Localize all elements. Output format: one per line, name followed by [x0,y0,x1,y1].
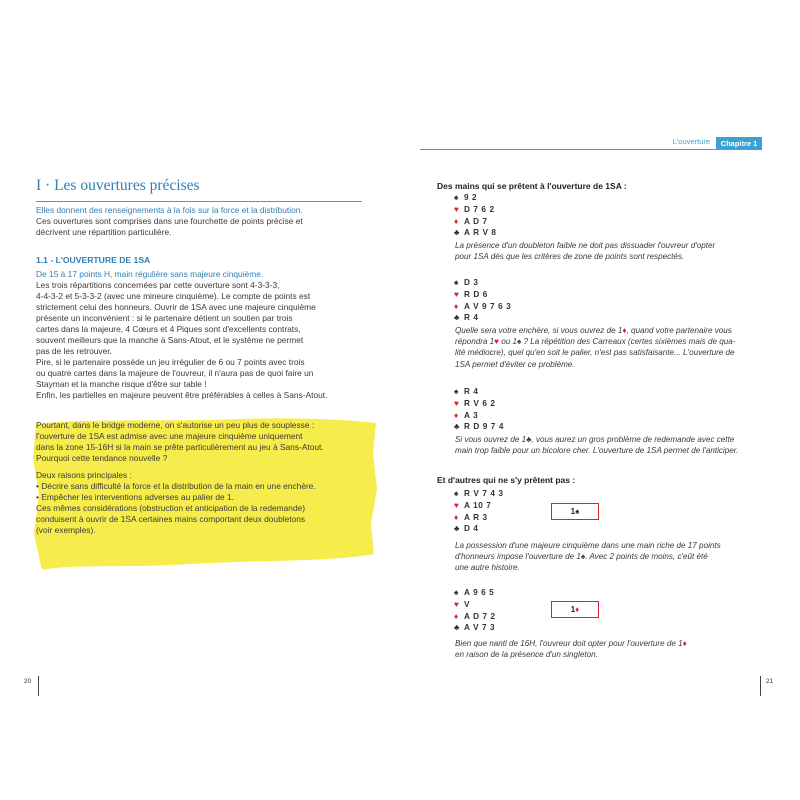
subsection-lead: De 15 à 17 points H, main régulière sans majeure cinquième. [36,269,264,279]
body-line: 4-4-3-2 et 5-3-3-2 (avec une mineure cinquième). Le compte de points est [36,291,311,301]
highlight-line: • Empêcher les interventions adverses au palier de 1. [36,492,234,502]
diamond-icon: ♦ [454,410,459,420]
page-number-right: 21 [766,678,774,685]
clubs-holding: R D 9 7 4 [464,422,504,432]
spades-holding: R V 7 4 3 [464,489,504,498]
intro-lead: Elles donnent des renseignements à la fois sur la force et la distribution. [36,205,303,215]
comment-line: main trop faible pour un bicolore cher. L'ouverture de 1SA permet de l'anticiper. [455,446,739,456]
heart-icon: ♥ [454,204,460,214]
clubs-holding: A R V 8 [464,228,497,238]
club-icon: ♣ [454,228,460,238]
examples-heading-good: Des mains qui se prêtent à l'ouverture de 1SA : [437,181,627,191]
subsection-title: 1.1 - L'OUVERTURE DE 1SA [36,255,151,265]
body-line: Stayman et la manche risque d'être sur table ! [36,379,207,389]
diamonds-holding: A R 3 [464,512,488,522]
body-line: cartes dans la majeure, 4 Cœurs et 4 Piques sont d'excellents contrats, [36,324,301,334]
spades-holding: A 9 6 5 [464,588,495,597]
comment-line: Si vous ouvrez de 1♣, vous aurez un gros problème de redemande avec cette [455,435,735,444]
highlight-line: Deux raisons principales : [36,470,132,480]
diamond-icon: ♦ [454,301,459,311]
hand-diagram [454,277,511,324]
clubs-holding: R 4 [464,313,479,323]
hand-diagram [454,488,504,535]
highlight-line: Pourtant, dans le bridge moderne, on s'autorise un peu plus de souplesse : [36,420,315,430]
spades-holding: D 3 [464,278,479,287]
diamonds-holding: A 3 [464,410,479,420]
highlight-text [36,420,324,536]
heart-icon: ♥ [454,289,460,299]
opening-bid-box: 1♠ [551,503,599,520]
diamonds-holding: A D 7 2 [464,611,496,621]
diamond-icon: ♦ [454,216,459,226]
chapter-tab: Chapitre 1 [716,137,762,150]
spades-holding: 9 2 [464,193,478,202]
spade-icon: ♠ [454,588,459,597]
body-line: Enfin, les partielles en majeure peuvent être préférables à celles à Sans-Atout. [36,390,328,400]
body-text [36,280,327,401]
highlight-line: Ces mêmes considérations (obstruction et anticipation de la redemande) [36,503,306,513]
comment-line: La présence d'un doubleton faible ne doit pas dissuader l'ouvreur d'opter [455,241,716,250]
highlight-line: • Décrire sans difficulté la force et la distribution de la main en une enchère. [36,481,316,491]
header-rule [420,149,762,150]
heart-icon: ♥ [454,500,460,510]
body-line: Pire, si le partenaire possède un jeu irrégulier de 6 ou 7 points avec trois [36,357,305,367]
highlight-line: Pourquoi cette tendance nouvelle ? [36,453,168,463]
hand-comment [455,638,687,660]
heart-icon: ♥ [454,398,460,408]
comment-line: d'honneurs impose l'ouverture de 1♠. Avec 2 points de moins, c'eût été [455,552,708,562]
comment-line: La possession d'une majeure cinquième dans une main riche de 17 points [455,541,721,550]
body-line: strictement celui des honneurs. Ouvrir de 1SA avec une majeure cinquième [36,302,316,312]
hand-diagram [454,587,496,634]
diamond-icon: ♦ [454,611,459,621]
comment-line: en raison de la présence d'un singleton. [455,650,598,660]
hearts-holding: V [464,599,471,609]
comment-line: 1SA permet d'éviter ce problème. [455,359,575,369]
hearts-holding: D 7 6 2 [464,204,495,214]
diamonds-holding: A V 9 7 6 3 [464,301,512,311]
hand-comment [455,540,721,574]
comment-line: une autre histoire. [455,563,520,573]
clubs-holding: A V 7 3 [464,623,496,633]
highlight-line: (voir exemples). [36,525,96,535]
intro-line: Ces ouvertures sont comprises dans une fourchette de points précise et [36,216,303,226]
comment-line: pour 1SA dès que les critères de zone de points sont respectés. [455,252,685,262]
spade-icon: ♠ [454,387,459,396]
hand-comment [455,434,738,456]
club-icon: ♣ [454,313,460,323]
comment-line: répondra 1♥ ou 1♠ ? La répétition des Carreaux (certes sixièmes mais de qua- [455,337,736,347]
club-icon: ♣ [454,422,460,432]
club-icon: ♣ [454,524,460,534]
hearts-holding: R V 6 2 [464,398,496,408]
spade-icon: ♠ [454,489,459,498]
comment-line: lité médiocre), quel qu'en soit le palier, n'est pas satisfaisante... L'ouverture de [455,348,735,358]
comment-line: Quelle sera votre enchère, si vous ouvrez de 1♦, quand votre partenaire vous [455,326,732,335]
highlight-line: dans la zone 15-16H si la main se prête particulièrement au jeu à Sans-Atout. [36,442,324,452]
spade-icon: ♠ [454,193,459,202]
page-rule-right [760,676,761,696]
diamonds-holding: A D 7 [464,216,488,226]
page-rule-left [38,676,39,696]
body-line: souvent meilleurs que la manche à Sans-Atout, et le système ne permet [36,335,304,345]
body-line: pas de les retrouver. [36,346,112,356]
highlight-line: l'ouverture de 1SA est admise avec une majeure cinquième uniquement [36,431,303,441]
body-line: présente un inconvénient : si le partenaire détient un soutien par trois [36,313,293,323]
examples-heading-bad: Et d'autres qui ne s'y prêtent pas : [437,475,576,485]
intro-line: décrivent une répartition particulière. [36,227,172,237]
spade-icon: ♠ [454,278,459,287]
hand-comment [455,240,715,262]
page-number-left: 20 [24,678,32,685]
section-title: I · Les ouvertures précises [36,177,200,194]
hand-comment [455,325,735,370]
comment-line: Bien que nanti de 16H, l'ouvreur doit opter pour l'ouverture de 1♦ [455,639,687,648]
hearts-holding: R D 6 [464,289,488,299]
heart-icon: ♥ [454,599,460,609]
body-line: ou quatre cartes dans la majeure de l'ouvreur, il n'aura pas de quoi faire un [36,368,314,378]
hand-diagram [454,386,504,433]
body-line: Les trois répartitions concernées par cette ouverture sont 4-3-3-3, [36,280,280,290]
diamond-icon: ♦ [454,512,459,522]
clubs-holding: D 4 [464,524,479,534]
running-header-section: L'ouverture [672,137,710,146]
hearts-holding: A 10 7 [464,500,492,510]
spades-holding: R 4 [464,387,479,396]
opening-bid-box: 1♦ [551,601,599,618]
highlight-line: conduisent à ouvrir de 1SA certaines mains comportant deux doubletons [36,514,306,524]
hand-diagram [454,192,497,239]
title-rule [36,201,362,202]
club-icon: ♣ [454,623,460,633]
